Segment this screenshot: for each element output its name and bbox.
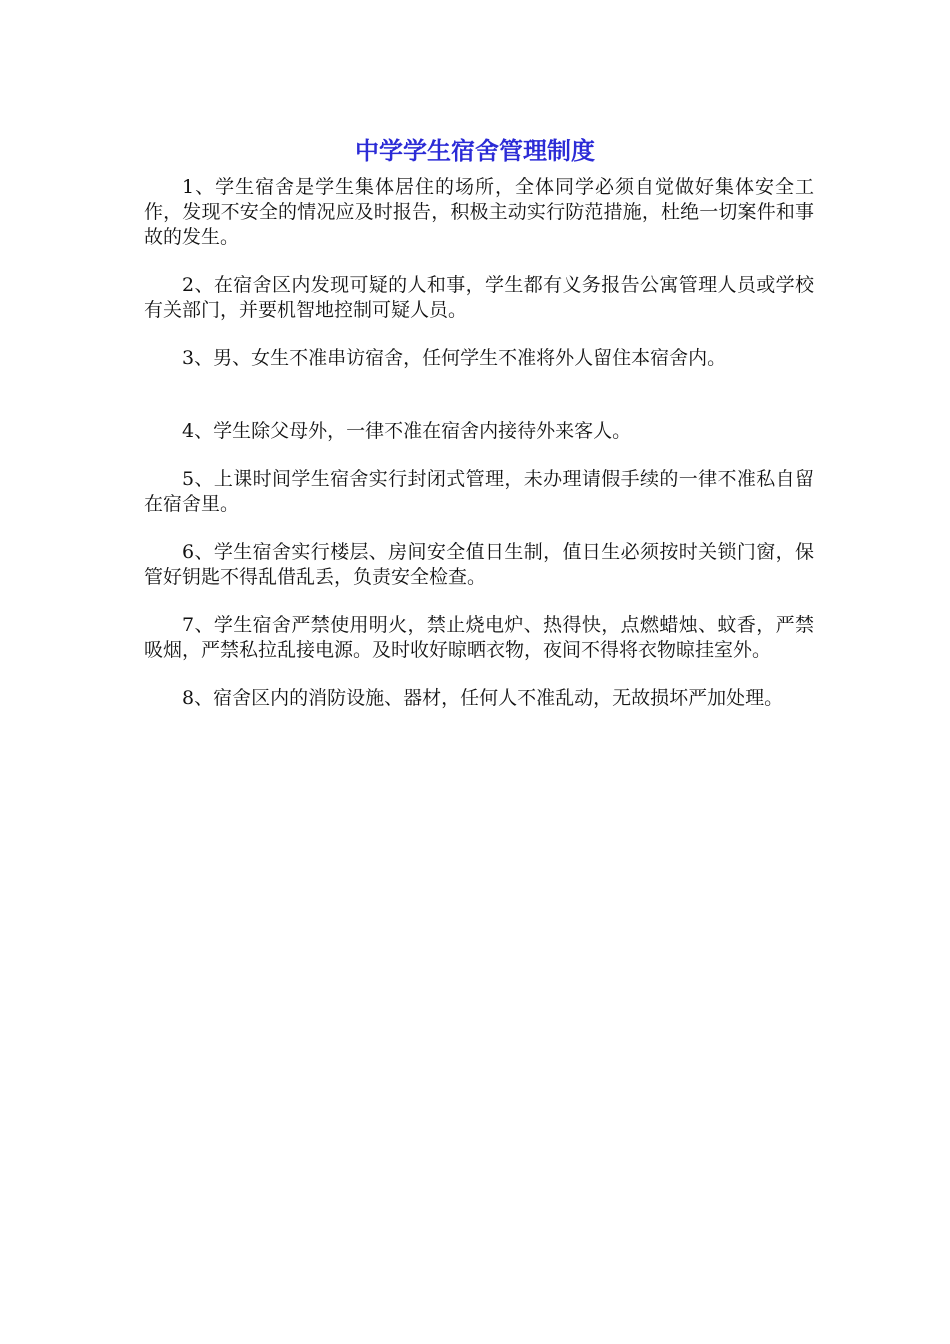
rule-paragraph-1: 1、学生宿舍是学生集体居住的场所，全体同学必须自觉做好集体安全工作，发现不安全的情况应及时报告，积极主动实行防范措施，杜绝一切案件和事故的发生。 — [144, 176, 814, 248]
rule-paragraph-4: 4、学生除父母外，一律不准在宿舍内接待外来客人。 — [182, 420, 632, 442]
document-body — [144, 175, 814, 734]
rule-paragraph-3: 3、男、女生不准串访宿舍，任何学生不准将外人留住本宿舍内。 — [182, 347, 727, 369]
rule-paragraph-7: 7、学生宿舍严禁使用明火，禁止烧电炉、热得快，点燃蜡烛、蚊香，严禁吸烟，严禁私拉乱接电源。及时收好晾晒衣物，夜间不得将衣物晾挂室外。 — [144, 614, 814, 661]
rule-paragraph-2: 2、在宿舍区内发现可疑的人和事，学生都有义务报告公寓管理人员或学校有关部门，并要机智地控制可疑人员。 — [144, 274, 814, 321]
document-title: 中学学生宿舍管理制度 — [355, 137, 595, 165]
rule-paragraph-8: 8、宿舍区内的消防设施、器材，任何人不准乱动，无故损坏严加处理。 — [182, 687, 784, 709]
rule-paragraph-5: 5、上课时间学生宿舍实行封闭式管理，未办理请假手续的一律不准私自留在宿舍里。 — [144, 468, 814, 515]
rule-paragraph-6: 6、学生宿舍实行楼层、房间安全值日生制，值日生必须按时关锁门窗，保管好钥匙不得乱借乱丢，负责安全检查。 — [144, 541, 814, 588]
